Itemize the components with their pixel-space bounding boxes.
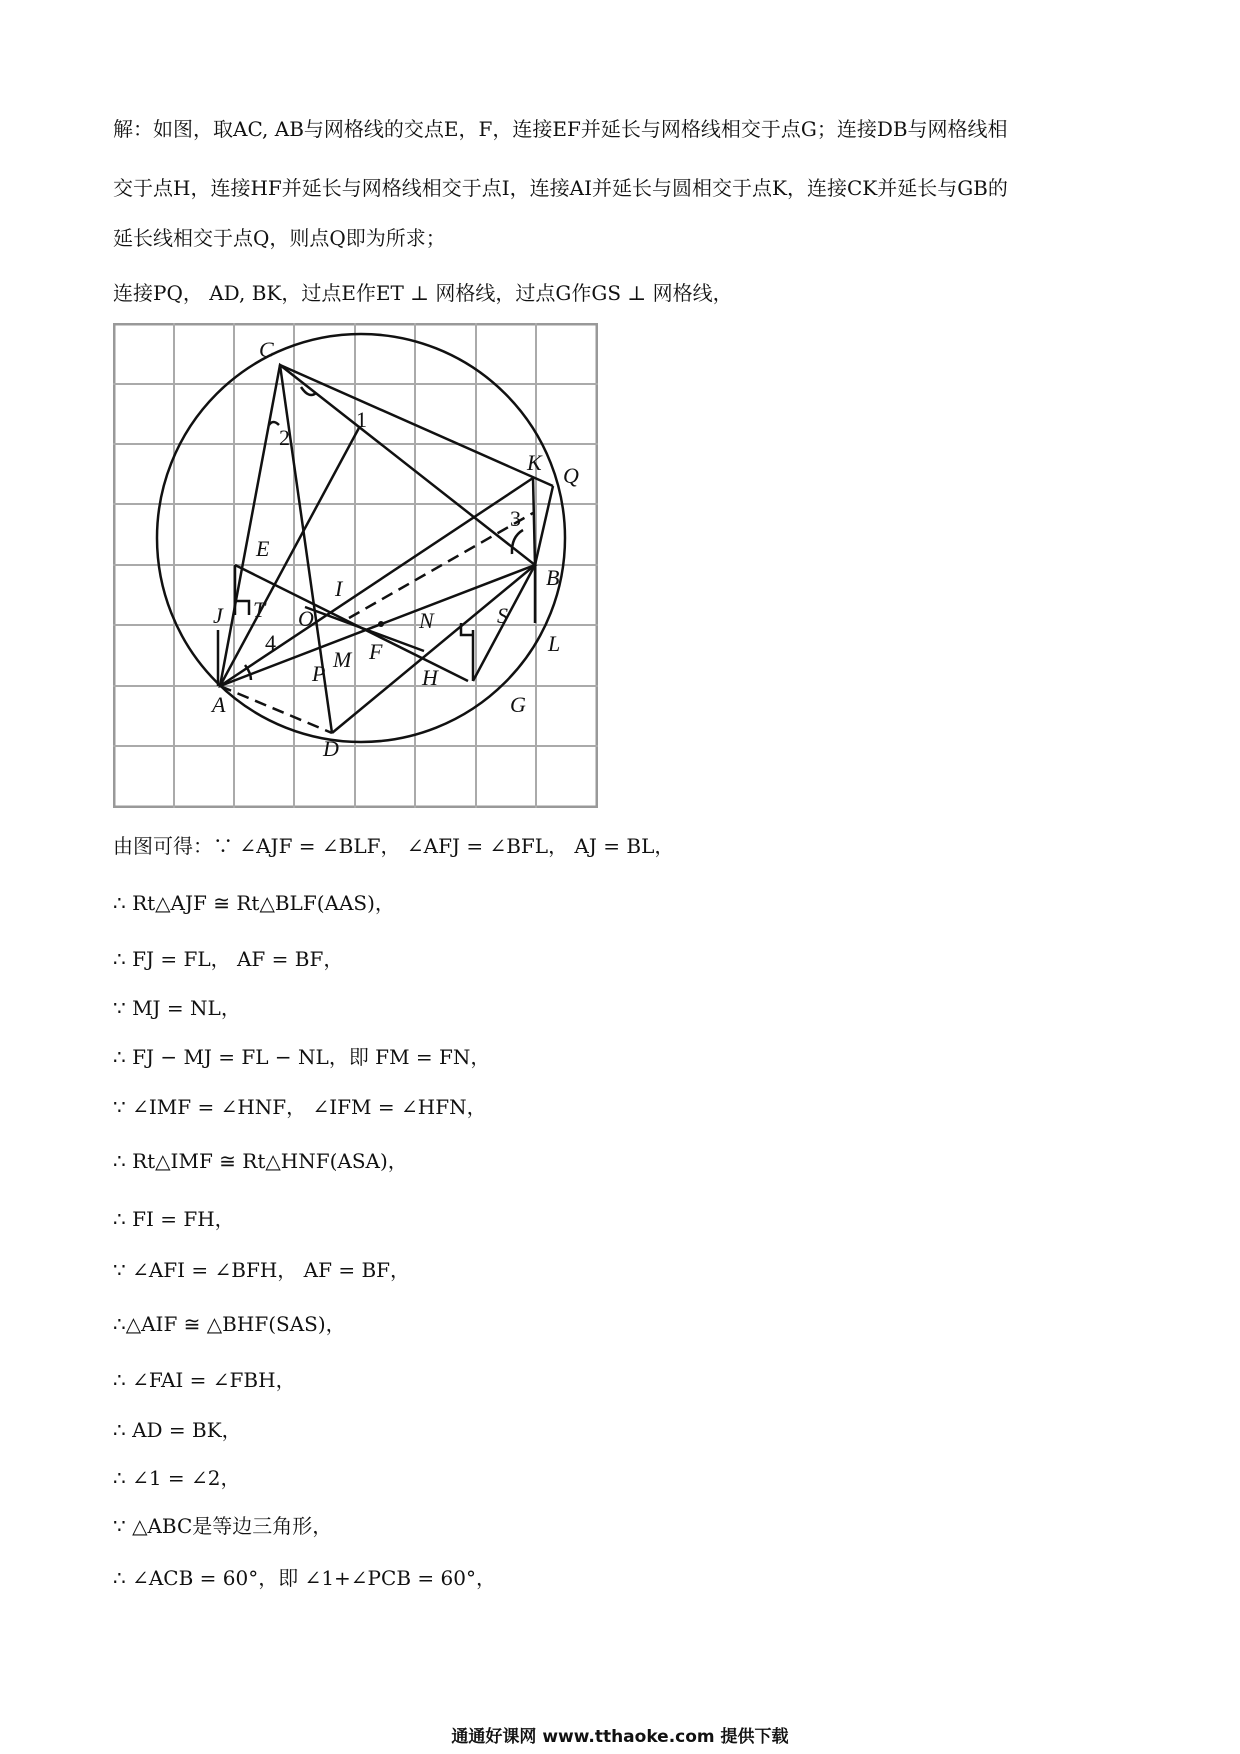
angle-2-label: 2: [279, 425, 290, 450]
angle-3-label: 3: [510, 506, 521, 531]
label-e: E: [256, 536, 270, 561]
label-h: H: [422, 665, 438, 690]
label-o: O: [298, 606, 314, 631]
point-n-dot: [378, 621, 384, 627]
intro-line-4: 连接PQ， AD, BK，过点E作ET ⊥ 网格线，过点G作GS ⊥ 网格线，: [113, 281, 733, 305]
proof-line-3: ∴ FJ = FL， AF = BF，: [113, 947, 344, 971]
label-c: C: [259, 337, 274, 362]
label-n: N: [419, 608, 434, 633]
intro-line-3: 延长线相交于点Q，则点Q即为所求；: [113, 226, 446, 250]
label-d: D: [323, 736, 339, 761]
proof-line-15: ∴ ∠ACB = 60°，即 ∠1+∠PCB = 60°，: [113, 1566, 496, 1590]
angle-4-label: 4: [265, 630, 276, 655]
proof-line-4: ∵ MJ = NL，: [113, 996, 241, 1020]
proof-line-9: ∵ ∠AFI = ∠BFH， AF = BF，: [113, 1258, 411, 1282]
intro-line-1: 解：如图，取AC, AB与网格线的交点E，F，连接EF并延长与网格线相交于点G；连接DB与网格线相: [113, 117, 1008, 141]
label-t: T: [253, 597, 266, 622]
proof-line-11: ∴ ∠FAI = ∠FBH，: [113, 1368, 296, 1392]
proof-line-6: ∵ ∠IMF = ∠HNF， ∠IFM = ∠HFN，: [113, 1095, 487, 1119]
label-a: A: [212, 692, 226, 717]
proof-line-2: ∴ Rt△AJF ≅ Rt△BLF(AAS)，: [113, 891, 395, 915]
angle-1-label: 1: [356, 407, 367, 432]
label-q: Q: [563, 463, 579, 488]
label-i: I: [335, 576, 343, 601]
geometry-figure: [113, 323, 598, 808]
proof-line-10: ∴△AIF ≅ △BHF(SAS)，: [113, 1312, 346, 1336]
proof-line-7: ∴ Rt△IMF ≅ Rt△HNF(ASA)，: [113, 1149, 408, 1173]
proof-line-13: ∴ ∠1 = ∠2，: [113, 1466, 241, 1490]
label-s: S: [497, 603, 508, 628]
label-p: P: [312, 661, 326, 686]
label-k: K: [527, 450, 542, 475]
label-g: G: [510, 692, 526, 717]
intro-line-2: 交于点H，连接HF并延长与网格线相交于点I，连接AI并延长与圆相交于点K，连接CK并延长与GB的: [113, 176, 1008, 200]
label-f: F: [369, 639, 383, 664]
proof-line-14: ∵ △ABC是等边三角形，: [113, 1514, 333, 1538]
label-l: L: [548, 631, 561, 656]
proof-line-1: 由图可得：∵ ∠AJF = ∠BLF， ∠AFJ = ∠BFL， AJ = BL，: [113, 834, 675, 858]
label-b: B: [546, 565, 560, 590]
label-j: J: [213, 603, 223, 628]
proof-line-8: ∴ FI = FH，: [113, 1207, 235, 1231]
proof-line-5: ∴ FJ − MJ = FL − NL，即 FM = FN，: [113, 1045, 491, 1069]
label-m: M: [333, 647, 352, 672]
proof-line-12: ∴ AD = BK，: [113, 1418, 242, 1442]
page-footer: 通通好课网 www.tthaoke.com 提供下载: [451, 1727, 789, 1747]
